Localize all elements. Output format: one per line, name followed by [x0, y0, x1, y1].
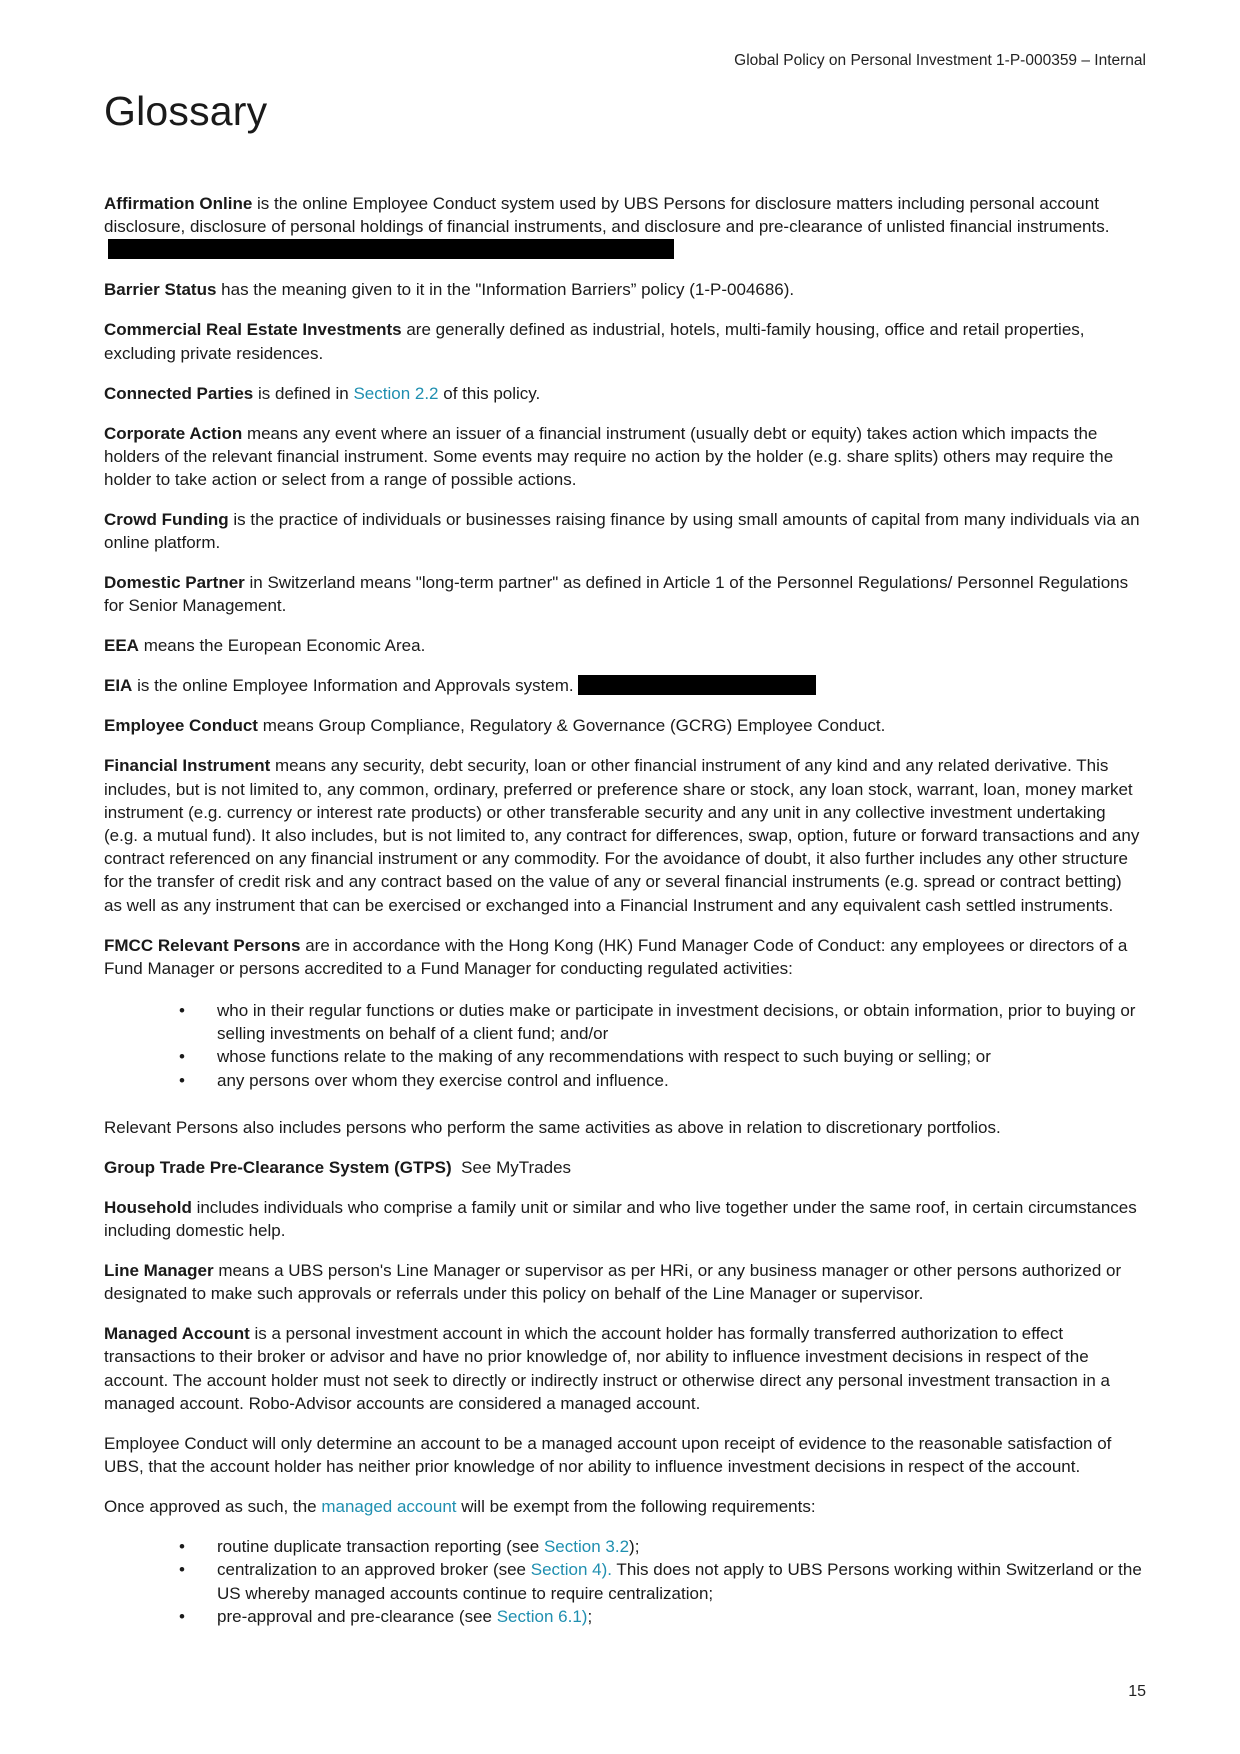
entry-eea [104, 634, 1144, 657]
section-link[interactable]: Section 6.1) [496, 1606, 588, 1626]
entry-eia [104, 674, 1144, 697]
redaction-bar [108, 239, 674, 259]
entry-affirmation-online [104, 192, 1144, 262]
term-label: Domestic Partner [104, 573, 245, 593]
term-label: Crowd Funding [104, 510, 229, 530]
fmcc-followup-paragraph: Relevant Persons also includes persons who perform the same activities as above in relation to discretionary portfolios. [104, 1117, 1001, 1137]
entry-employee-conduct [104, 714, 1144, 737]
term-definition: includes individuals who comprise a family unit or similar and who live together under the same roof, in certain circumstances including domestic help. [104, 1197, 1137, 1241]
list-item-text-end: ); [629, 1537, 640, 1557]
managed-account-paragraph-3 [104, 1495, 1144, 1518]
entry-managed-account [104, 1322, 1144, 1415]
page-title: Glossary [104, 88, 268, 134]
term-definition: See MyTrades [451, 1157, 572, 1177]
term-definition: has the meaning given to it in the "Information Barriers” policy (1-P-004686). [216, 280, 795, 300]
fmcc-bullet-list [104, 999, 1144, 1092]
term-label: Household [104, 1197, 192, 1217]
glossary-content [104, 192, 1144, 1638]
entry-crowd-funding [104, 508, 1144, 554]
managed-account-paragraph-2: Employee Conduct will only determine an account to be a managed account upon receipt of evidence to the reasonable satisfaction of UBS, that the account holder has neither prior knowledge of nor ability to influence investment decisions in respect of the account. [104, 1433, 1112, 1477]
term-label: Employee Conduct [104, 716, 258, 736]
list-item: • who in their regular functions or duties make or participate in investment decisions, or obtain information, prior to buying or selling investments on behalf of a client fund; and/or [217, 999, 1144, 1045]
term-definition: is the online Employee Information and Approvals system. [132, 676, 574, 696]
redaction-bar [578, 675, 816, 695]
term-label: Commercial Real Estate Investments [104, 320, 402, 340]
entry-barrier-status [104, 278, 1144, 301]
term-label: Financial Instrument [104, 756, 271, 776]
entry-household [104, 1196, 1144, 1242]
entry-fmcc-relevant-persons [104, 934, 1144, 980]
paragraph-text-end: will be exempt from the following requirements: [456, 1497, 816, 1517]
term-definition: is the online Employee Conduct system used by UBS Persons for disclosure matters including personal account disclosure, disclosure of personal holdings of financial instruments, and disclosure and pre-clearance of unlisted financial instruments. [104, 194, 1110, 237]
entry-commercial-real-estate [104, 318, 1144, 364]
section-link[interactable]: Section 2.2 [353, 383, 439, 403]
managed-account-link[interactable]: managed account [321, 1497, 457, 1517]
managed-account-bullet-list [104, 1535, 1144, 1628]
entry-domestic-partner [104, 571, 1144, 617]
term-label: Barrier Status [104, 280, 217, 300]
entry-corporate-action [104, 422, 1144, 492]
term-label: Line Manager [104, 1261, 214, 1281]
term-label: Affirmation Online [104, 194, 253, 213]
term-label: Group Trade Pre-Clearance System (GTPS) [104, 1157, 452, 1177]
term-definition: is defined in [253, 383, 354, 403]
entry-gtps [104, 1156, 1144, 1179]
term-definition: in Switzerland means "long-term partner" as defined in Article 1 of the Personnel Regulations/ Personnel Regulations for Senior Management. [104, 573, 1129, 616]
term-label: Managed Account [104, 1324, 250, 1344]
term-label: EIA [104, 676, 133, 696]
section-link[interactable]: Section 4). [530, 1560, 613, 1580]
term-definition: means any event where an issuer of a financial instrument (usually debt or equity) takes action which impacts the holders of the relevant financial instrument. Some events may require no action by the holder (e.g. share splits) others may require the holder to take action or select from a range of possible actions. [104, 423, 1114, 490]
term-definition: is the practice of individuals or businesses raising finance by using small amounts of capital from many individuals via an online platform. [104, 510, 1140, 553]
entry-connected-parties [104, 382, 1144, 405]
term-definition: means a UBS person's Line Manager or supervisor as per HRi, or any business manager or other persons authorized or designated to make such approvals or referrals under this policy on behalf of the Line Manager or supervisor. [104, 1261, 1122, 1304]
page-number: 15 [1128, 1683, 1146, 1700]
term-definition: means Group Compliance, Regulatory & Governance (GCRG) Employee Conduct. [257, 716, 886, 736]
list-item-text: centralization to an approved broker (see [217, 1560, 531, 1580]
term-definition-end: of this policy. [438, 383, 541, 403]
list-item-text: pre-approval and pre-clearance (see [217, 1606, 497, 1626]
list-item-text-end: This does not apply to UBS Persons working within Switzerland or the US whereby managed accounts continue to require centralization; [217, 1560, 1142, 1603]
list-item-text: routine duplicate transaction reporting (see [217, 1537, 544, 1557]
term-label: Corporate Action [104, 423, 243, 443]
term-label: Connected Parties [104, 383, 254, 403]
term-definition: is a personal investment account in which the account holder has formally transferred authorization to effect transactions to their broker or advisor and have no prior knowledge of, nor ability to influence investment decisions in respect of the account. The account holder must not seek to directly or indirectly instruct or otherwise direct any personal investment transaction in a managed account. Robo-Advisor accounts are considered a managed account. [104, 1324, 1111, 1413]
term-definition: means any security, debt security, loan or other financial instrument of any kind and any related derivative. This includes, but is not limited to, any common, ordinary, preferred or preference share or stock, any loan stock, warrant, loan, money market instrument (e.g. currency or interest rate products) or other transferable security and any unit in any collective investment undertaking (e.g. a mutual fund). It also includes, but is not limited to, any contract for differences, swap, option, future or forward transactions and any contract referenced on any financial instrument or any commodity. For the avoidance of doubt, it also further includes any other structure for the transfer of credit risk and any contract based on the value of any or several financial instruments (e.g. spread or contract betting) as well as any instrument that can be exercised or exchanged into a Financial Instrument and any equivalent cash settled instruments. [104, 756, 1140, 915]
term-label: FMCC Relevant Persons [104, 935, 301, 955]
term-definition: are generally defined as industrial, hotels, multi-family housing, office and retail properties, excluding private residences. [104, 320, 1085, 363]
list-item [217, 1558, 1144, 1604]
list-item: • any persons over whom they exercise control and influence. [217, 1069, 1144, 1092]
list-item [217, 1605, 1144, 1628]
term-label: EEA [104, 636, 139, 656]
section-link[interactable]: Section 3.2 [543, 1537, 630, 1557]
paragraph-text: Once approved as such, the [104, 1497, 322, 1517]
term-definition: means the European Economic Area. [138, 636, 426, 656]
term-definition: are in accordance with the Hong Kong (HK) Fund Manager Code of Conduct: any employees or directors of a Fund Manager or persons accredited to a Fund Manager for conducting regulated activities: [104, 935, 1128, 978]
entry-financial-instrument [104, 754, 1144, 916]
document-header: Global Policy on Personal Investment 1-P-000359 – Internal [734, 52, 1146, 69]
list-item [217, 1535, 1144, 1558]
list-item-text-end: ; [587, 1606, 593, 1626]
entry-line-manager [104, 1259, 1144, 1305]
list-item: • whose functions relate to the making of any recommendations with respect to such buying or selling; or [217, 1045, 1144, 1068]
